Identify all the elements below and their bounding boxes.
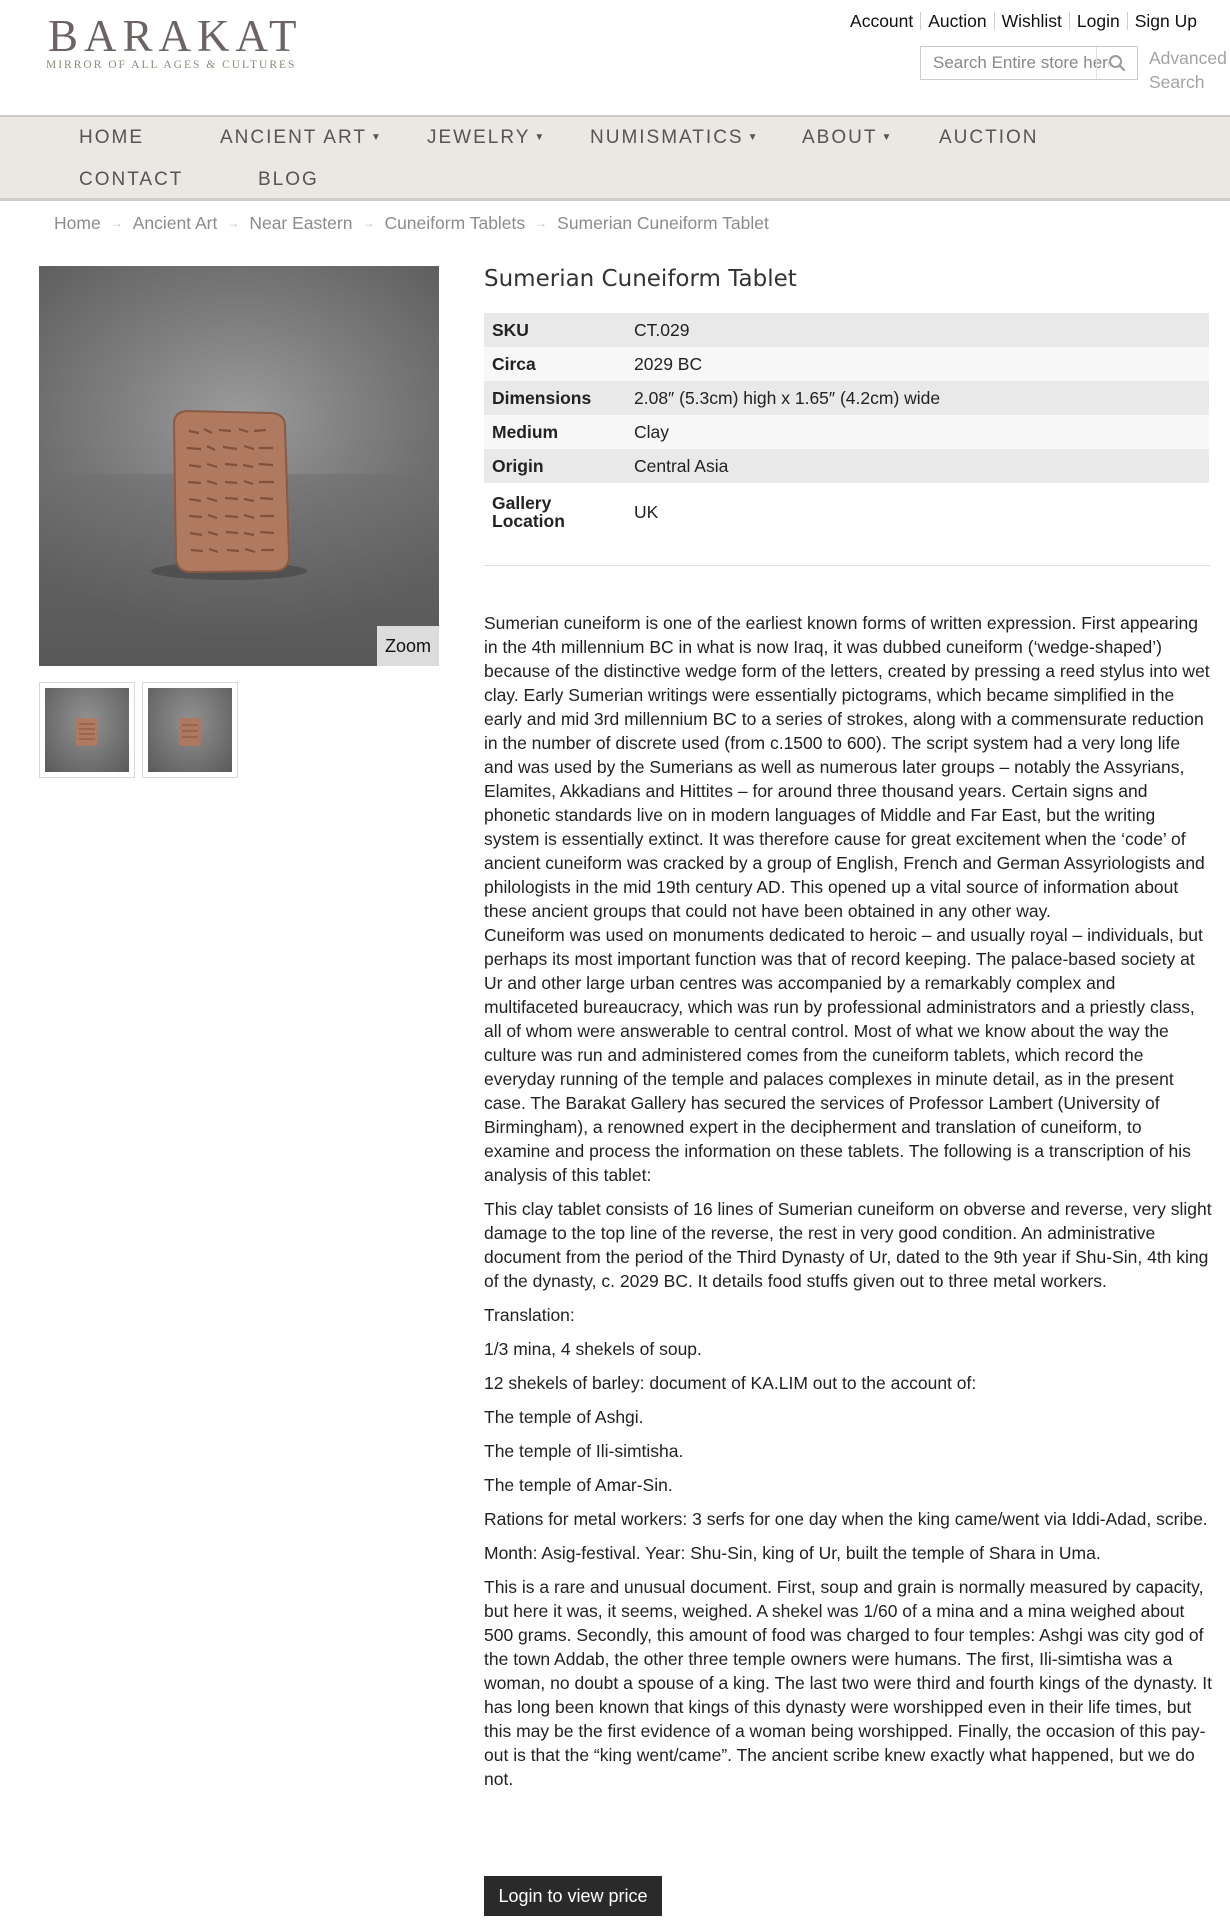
- nav-about[interactable]: [802, 127, 893, 149]
- spec-row: [484, 415, 1209, 449]
- login-to-view-price-button[interactable]: Login to view price: [484, 1876, 662, 1916]
- spec-row: [484, 347, 1209, 381]
- description-paragraph: Rations for metal workers: 3 serfs for one day when the king came/went via Iddi-Adad, scribe.: [484, 1509, 1208, 1529]
- breadcrumb-current: Sumerian Cuneiform Tablet: [557, 213, 769, 233]
- site-tagline: MIRROR OF ALL AGES & CULTURES: [46, 59, 297, 71]
- search-box: [920, 46, 1138, 80]
- spec-key: Medium: [484, 415, 626, 449]
- breadcrumb-near-eastern[interactable]: Near Eastern: [249, 213, 353, 233]
- description-paragraph: The temple of Amar-Sin.: [484, 1475, 673, 1495]
- description-paragraph: 12 shekels of barley: document of KA.LIM out to the account of:: [484, 1373, 977, 1393]
- spec-value: Central Asia: [626, 449, 1209, 483]
- nav-ancient-art[interactable]: [220, 127, 383, 149]
- breadcrumb-cuneiform-tablets[interactable]: Cuneiform Tablets: [384, 213, 526, 233]
- product-main-image[interactable]: [39, 266, 439, 666]
- advanced-search-label-1: Advanced: [1149, 48, 1227, 68]
- zoom-button[interactable]: Zoom: [377, 626, 439, 666]
- spec-row: [484, 381, 1209, 415]
- site-header: [0, 0, 1230, 115]
- nav-about-label: ABOUT: [802, 127, 878, 149]
- thumbnail-2[interactable]: [142, 682, 238, 778]
- tablet-thumbnail: [148, 688, 232, 772]
- nav-auction[interactable]: AUCTION: [939, 127, 1039, 148]
- spec-key: SKU: [484, 313, 626, 347]
- account-links: [843, 12, 1204, 30]
- tablet-thumbnail: [45, 688, 129, 772]
- thumbnail-image: [148, 688, 232, 772]
- description-paragraph: Translation:: [484, 1305, 575, 1325]
- nav-numismatics-label: NUMISMATICS: [590, 127, 744, 149]
- nav-home[interactable]: HOME: [79, 127, 144, 148]
- description-paragraph: This clay tablet consists of 16 lines of Sumerian cuneiform on obverse and reverse, very slight damage to the top line of the reverse, the rest in very good condition. An administrative document from the period of the Third Dynasty of Ur, dated to the 9th year if Shu-Sin, 4th king of the dynasty, c. 2029 BC. It details food stuffs given out to three metal workers.: [484, 1199, 1212, 1291]
- chevron-down-icon: ▼: [534, 132, 547, 143]
- spec-key: Circa: [484, 347, 626, 381]
- wishlist-link[interactable]: Wishlist: [994, 12, 1069, 30]
- description-paragraph: The temple of Ashgi.: [484, 1407, 644, 1427]
- spec-value: CT.029: [626, 313, 1209, 347]
- spec-key: Origin: [484, 449, 626, 483]
- search-button[interactable]: [1096, 47, 1137, 79]
- section-divider: [484, 565, 1210, 566]
- spec-value: UK: [626, 483, 1209, 541]
- product-description: [484, 611, 1212, 1801]
- tablet-photo: [39, 266, 439, 666]
- advanced-search-label-2: Search: [1149, 72, 1205, 92]
- chevron-down-icon: ▼: [747, 132, 760, 143]
- thumbnail-image: [45, 688, 129, 772]
- advanced-search-link[interactable]: [1149, 46, 1230, 94]
- description-paragraph: The temple of Ili-simtisha.: [484, 1441, 684, 1461]
- breadcrumb-home[interactable]: Home: [54, 213, 101, 233]
- search-icon: [1108, 54, 1126, 72]
- spec-value: 2.08″ (5.3cm) high x 1.65″ (4.2cm) wide: [626, 381, 1209, 415]
- breadcrumb: [54, 213, 769, 234]
- arrow-right-icon: →: [535, 216, 548, 230]
- spec-value: Clay: [626, 415, 1209, 449]
- nav-ancient-art-label: ANCIENT ART: [220, 127, 367, 149]
- login-link[interactable]: Login: [1069, 12, 1127, 30]
- nav-jewelry[interactable]: [427, 127, 546, 149]
- signup-link[interactable]: Sign Up: [1127, 12, 1204, 30]
- auction-link[interactable]: Auction: [920, 12, 993, 30]
- spec-value: 2029 BC: [626, 347, 1209, 381]
- search-input[interactable]: [921, 48, 1121, 78]
- chevron-down-icon: ▼: [881, 132, 894, 143]
- nav-contact[interactable]: CONTACT: [79, 169, 184, 190]
- spec-row: [484, 483, 1209, 541]
- main-nav: [0, 115, 1230, 201]
- spec-key: Gallery Location: [484, 483, 626, 541]
- breadcrumb-ancient-art[interactable]: Ancient Art: [132, 213, 218, 233]
- chevron-down-icon: ▼: [370, 132, 383, 143]
- product-spec-table: [484, 313, 1209, 541]
- nav-blog[interactable]: BLOG: [258, 169, 319, 190]
- description-paragraph: Month: Asig-festival. Year: Shu-Sin, king of Ur, built the temple of Shara in Uma.: [484, 1543, 1101, 1563]
- description-paragraph: Cuneiform was used on monuments dedicated to heroic – and usually royal – individuals, but perhaps its most important function was that of record keeping. The palace-based society at Ur and other large urban centres was accompanied by a remarkably complex and multifaceted bureaucracy, which was run by professional administrators and a priestly class, all of whom were answerable to central control. Most of what we know about the way the culture was run and administered comes from the cuneiform tablets, which record the everyday running of the temple and palaces complexes in minute detail, as in the present case. The Barakat Gallery has secured the services of Professor Lambert (University of Birmingham), a renowned expert in the decipherment and translation of cuneiform, to examine and process the information on these tablets. The following is a transcription of his analysis of this tablet:: [484, 925, 1203, 1185]
- nav-jewelry-label: JEWELRY: [427, 127, 531, 149]
- description-paragraph: Sumerian cuneiform is one of the earliest known forms of written expression. First appearing in the 4th millennium BC in what is now Iraq, it was dubbed cuneiform (‘wedge-shaped’) because of the distinctive wedge form of the letters, created by pressing a reed stylus into wet clay. Early Sumerian writings were essentially pictograms, which became simplified in the early and mid 3rd millennium BC to a series of strokes, along with a commensurate reduction in the number of discrete used (from c.1500 to 600). The script system had a very long life and was used by the Sumerians as well as numerous later groups – notably the Assyrians, Elamites, Akkadians and Hittites – for around three thousand years. Certain signs and phonetic standards live on in modern languages of Middle and Far East, but the writing system is essentially extinct. It was therefore cause for great excitement when the ‘code’ of ancient cuneiform was cracked by a group of English, French and German Assyriologists and philologists in the mid 19th century AD. This opened up a vital source of information about these ancient groups that could not have been obtained in any other way.: [484, 613, 1210, 921]
- description-paragraph: 1/3 mina, 4 shekels of soup.: [484, 1339, 702, 1359]
- spec-row: [484, 313, 1209, 347]
- nav-numismatics[interactable]: [590, 127, 760, 149]
- spec-row: [484, 449, 1209, 483]
- arrow-right-icon: →: [110, 216, 123, 230]
- spec-key: Dimensions: [484, 381, 626, 415]
- site-logo[interactable]: BARAKAT: [48, 11, 303, 61]
- thumbnail-1[interactable]: [39, 682, 135, 778]
- arrow-right-icon: →: [227, 216, 240, 230]
- product-title: Sumerian Cuneiform Tablet: [484, 266, 797, 292]
- description-paragraph: This is a rare and unusual document. First, soup and grain is normally measured by capacity, but here it was, it seems, weighed. A shekel was 1/60 of a mina and a mina weighed about 500 grams. Secondly, this amount of food was charged to four temples: Ashgi was city god of the town Addab, the other three temple owners were humans. The first, Ili-simtisha was a woman, no doubt a spouse of a king. The last two were third and fourth kings of the dynasty. It has long been known that kings of this dynasty were worshipped even in their life times, but this may be the first evidence of a woman being worshipped. Finally, the occasion of this pay-out is that the “king went/came”. The ancient scribe knew exactly what happened, but we do not.: [484, 1577, 1212, 1789]
- arrow-right-icon: →: [362, 216, 375, 230]
- account-link[interactable]: Account: [850, 11, 914, 31]
